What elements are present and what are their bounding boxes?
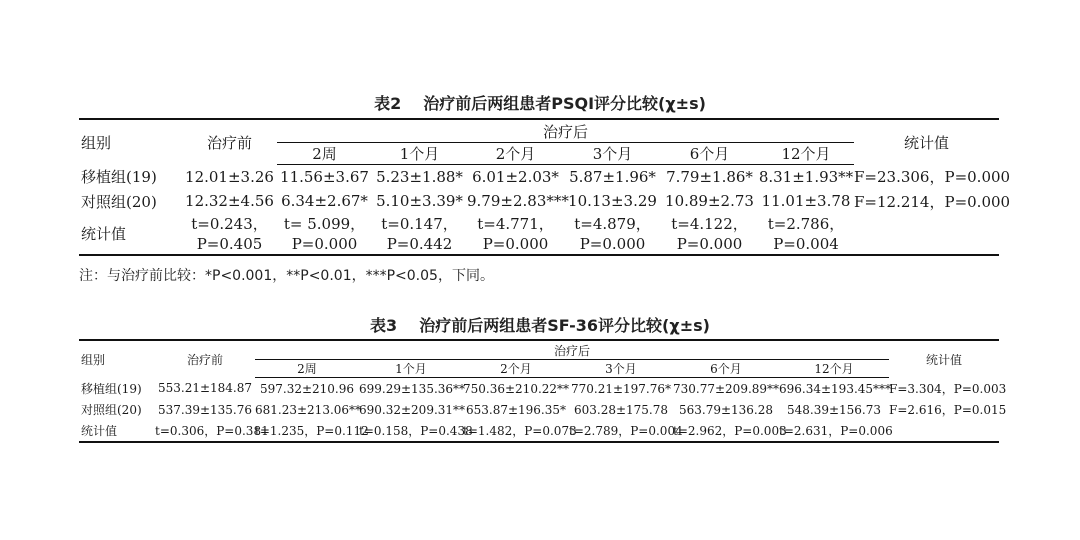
cell-value: 5.23±1.88* <box>376 168 463 186</box>
cell-before: 537.39±135.76 <box>157 402 253 417</box>
cell-value: 690.32±209.31** <box>359 402 466 417</box>
table-note: 注：与治疗前比较：*P<0.001，**P<0.01，***P<0.05，下同。 <box>79 268 494 284</box>
cell-t: t=2.786， <box>767 215 845 233</box>
cell-p: P=0.000 <box>676 235 743 253</box>
table2-caption <box>0 91 1080 114</box>
cell-value: t=1.235，P=0.112 <box>255 424 369 438</box>
header-timepoint: 1个月 <box>359 360 463 378</box>
cell-t: t=4.771， <box>477 215 554 233</box>
cell-value: 9.79±2.83*** <box>467 192 569 210</box>
cell-p: P=0.004 <box>773 235 839 253</box>
cell-value: t=2.962，P=0.003 <box>673 424 787 438</box>
cell-value: 603.28±175.78 <box>573 402 669 417</box>
table-row <box>79 213 999 234</box>
cell-p: P=0.000 <box>291 235 358 253</box>
cell-value: 10.13±3.29 <box>568 192 657 210</box>
cell-value: 5.10±3.39* <box>376 192 463 210</box>
cell-value: 770.21±197.76* <box>570 381 672 396</box>
cell-p: P=0.000 <box>482 235 549 253</box>
cell-value: 548.39±156.73 <box>786 402 882 417</box>
header-timepoint: 1个月 <box>372 143 467 165</box>
cell-value: t=2.631，P=0.006 <box>779 424 893 438</box>
cell-p: P=0.405 <box>196 235 263 253</box>
cell-value: t=0.158，P=0.438 <box>359 424 473 438</box>
cell-before: 12.01±3.26 <box>185 167 274 186</box>
header-timepoint: 2周 <box>255 360 359 378</box>
table3-title: 治疗前后两组患者SF-36评分比较(χ±s) <box>419 316 710 335</box>
cell-value: t=2.789，P=0.004 <box>569 424 683 438</box>
table-row <box>79 399 999 420</box>
cell-t: t=0.147， <box>381 215 458 233</box>
header-stat: 统计值 <box>904 133 950 152</box>
header-stat: 统计值 <box>926 352 963 367</box>
sf36-table <box>79 339 1007 443</box>
cell-value: 696.34±193.45*** <box>779 381 892 396</box>
table3-number: 表3 <box>370 316 398 335</box>
header-timepoint: 2个月 <box>463 360 569 378</box>
cell-value: 11.01±3.78 <box>761 192 851 210</box>
header-before: 治疗前 <box>206 133 252 152</box>
table2-title: 治疗前后两组患者PSQI评分比较(χ±s) <box>423 94 706 113</box>
cell-before: 553.21±184.87 <box>157 381 253 396</box>
cell-p: P=0.000 <box>579 235 646 253</box>
cell-stat: F=12.214，P=0.000 <box>854 192 1011 211</box>
cell-value: 563.79±136.28 <box>678 402 774 417</box>
header-timepoint: 2个月 <box>467 143 564 165</box>
table2-number: 表2 <box>374 94 402 113</box>
header-group: 组别 <box>81 352 106 367</box>
row-group: 对照组(20) <box>81 192 157 211</box>
header-timepoint: 6个月 <box>673 360 779 378</box>
cell-before: t=0.306，P=0.381 <box>155 424 269 438</box>
header-timepoint: 2周 <box>277 143 372 165</box>
cell-value: 597.32±210.96 <box>259 381 355 396</box>
cell-value: 5.87±1.96* <box>569 168 656 186</box>
header-timepoint: 6个月 <box>661 143 758 165</box>
cell-value: 653.87±196.35* <box>465 402 567 417</box>
table-row <box>79 420 999 442</box>
row-group: 移植组(19) <box>81 168 157 187</box>
cell-before: 12.32±4.56 <box>185 192 274 210</box>
cell-value: 699.29±135.36** <box>359 381 466 396</box>
cell-value: 7.79±1.86* <box>666 168 753 186</box>
cell-stat: F=23.306，P=0.000 <box>854 168 1011 187</box>
cell-stat: F=2.616，P=0.015 <box>889 403 1007 417</box>
cell-value: 681.23±213.06** <box>255 402 362 417</box>
header-timepoint: 3个月 <box>569 360 673 378</box>
cell-t: t=4.879， <box>574 215 651 233</box>
row-group: 对照组(20) <box>81 403 142 417</box>
header-after: 治疗后 <box>255 340 889 360</box>
table-row <box>79 378 999 400</box>
cell-stat-empty <box>854 213 999 255</box>
row-group: 统计值 <box>81 424 118 438</box>
header-before: 治疗前 <box>186 352 223 367</box>
cell-value: 8.31±1.93** <box>758 168 854 186</box>
cell-value: 10.89±2.73 <box>665 192 754 210</box>
cell-p: P=0.442 <box>386 235 453 253</box>
psqi-table <box>79 118 1011 256</box>
cell-stat <box>889 420 999 442</box>
cell-value: 750.36±210.22** <box>463 381 570 396</box>
cell-value: t=1.482，P=0.073 <box>463 424 577 438</box>
header-timepoint: 3个月 <box>564 143 661 165</box>
cell-t: t=4.122， <box>671 215 748 233</box>
header-timepoint: 12个月 <box>758 143 854 165</box>
cell-value: 6.01±2.03* <box>472 168 559 186</box>
header-after: 治疗后 <box>277 119 854 143</box>
header-group: 组别 <box>81 133 112 152</box>
cell-value: 11.56±3.67 <box>280 168 369 186</box>
table3-caption <box>0 313 1080 336</box>
cell-value: 6.34±2.67* <box>281 192 368 210</box>
table-row <box>79 165 999 190</box>
row-group: 统计值 <box>81 225 127 243</box>
table-row <box>79 189 999 213</box>
cell-value: 730.77±209.89** <box>673 381 780 396</box>
cell-t: t= 5.099， <box>283 215 366 233</box>
cell-t: t=0.243， <box>191 215 268 233</box>
cell-stat: F=3.304，P=0.003 <box>889 381 1007 396</box>
row-group: 移植组(19) <box>81 381 142 396</box>
header-timepoint: 12个月 <box>779 360 889 378</box>
